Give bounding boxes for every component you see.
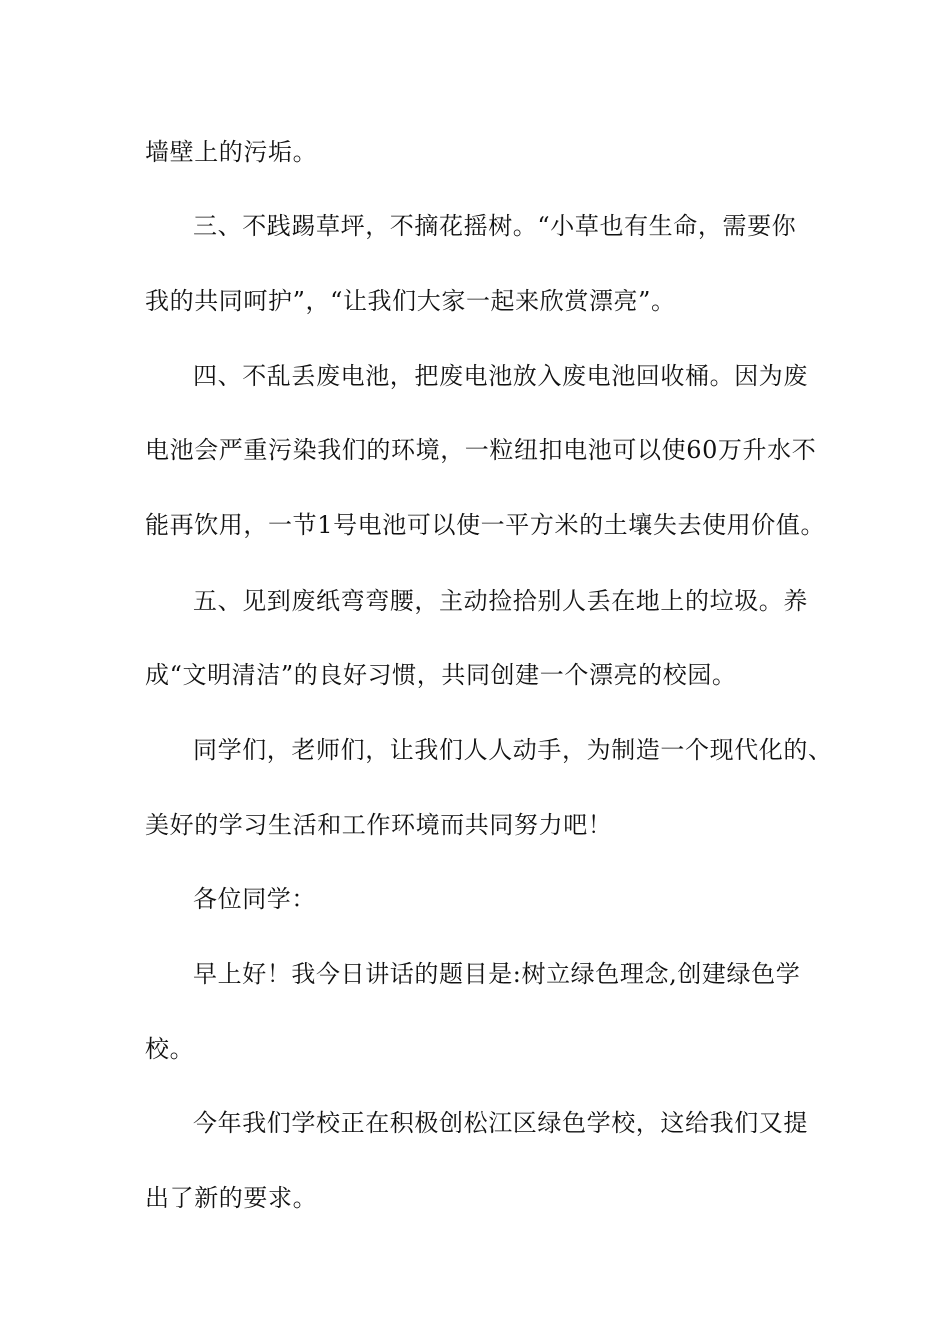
text-line: 校。 bbox=[145, 1035, 195, 1063]
text-line: 我的共同呵护”，“让我们大家一起来欣赏漂亮”。 bbox=[145, 287, 676, 315]
text-line: 三、不践踢草坪，不摘花摇树。“小草也有生命，需要你 bbox=[193, 212, 797, 240]
text-line: 今年我们学校正在积极创松江区绿色学校，这给我们又提 bbox=[193, 1109, 808, 1137]
text-line: 能再饮用，一节1号电池可以使一平方米的土壤失去使用价值。 bbox=[145, 511, 826, 539]
text-line: 出了新的要求。 bbox=[145, 1184, 318, 1212]
text-line: 美好的学习生活和工作环境而共同努力吧！ bbox=[145, 811, 613, 839]
text-line: 各位同学： bbox=[193, 885, 316, 913]
text-line: 早上好！我今日讲话的题目是:树立绿色理念,创建绿色学 bbox=[193, 960, 801, 988]
text-line: 四、不乱丢废电池，把废电池放入废电池回收桶。因为废 bbox=[193, 362, 808, 390]
text-line: 成“文明清洁”的良好习惯，共同创建一个漂亮的校园。 bbox=[145, 661, 737, 689]
text-line: 电池会严重污染我们的环境，一粒纽扣电池可以使60万升水不 bbox=[145, 436, 817, 464]
text-line: 同学们，老师们，让我们人人动手，为制造一个现代化的、 bbox=[193, 736, 833, 764]
text-line: 五、见到废纸弯弯腰，主动捡拾别人丢在地上的垃圾。养 bbox=[193, 587, 808, 615]
text-line: 墙壁上的污垢。 bbox=[145, 138, 318, 166]
